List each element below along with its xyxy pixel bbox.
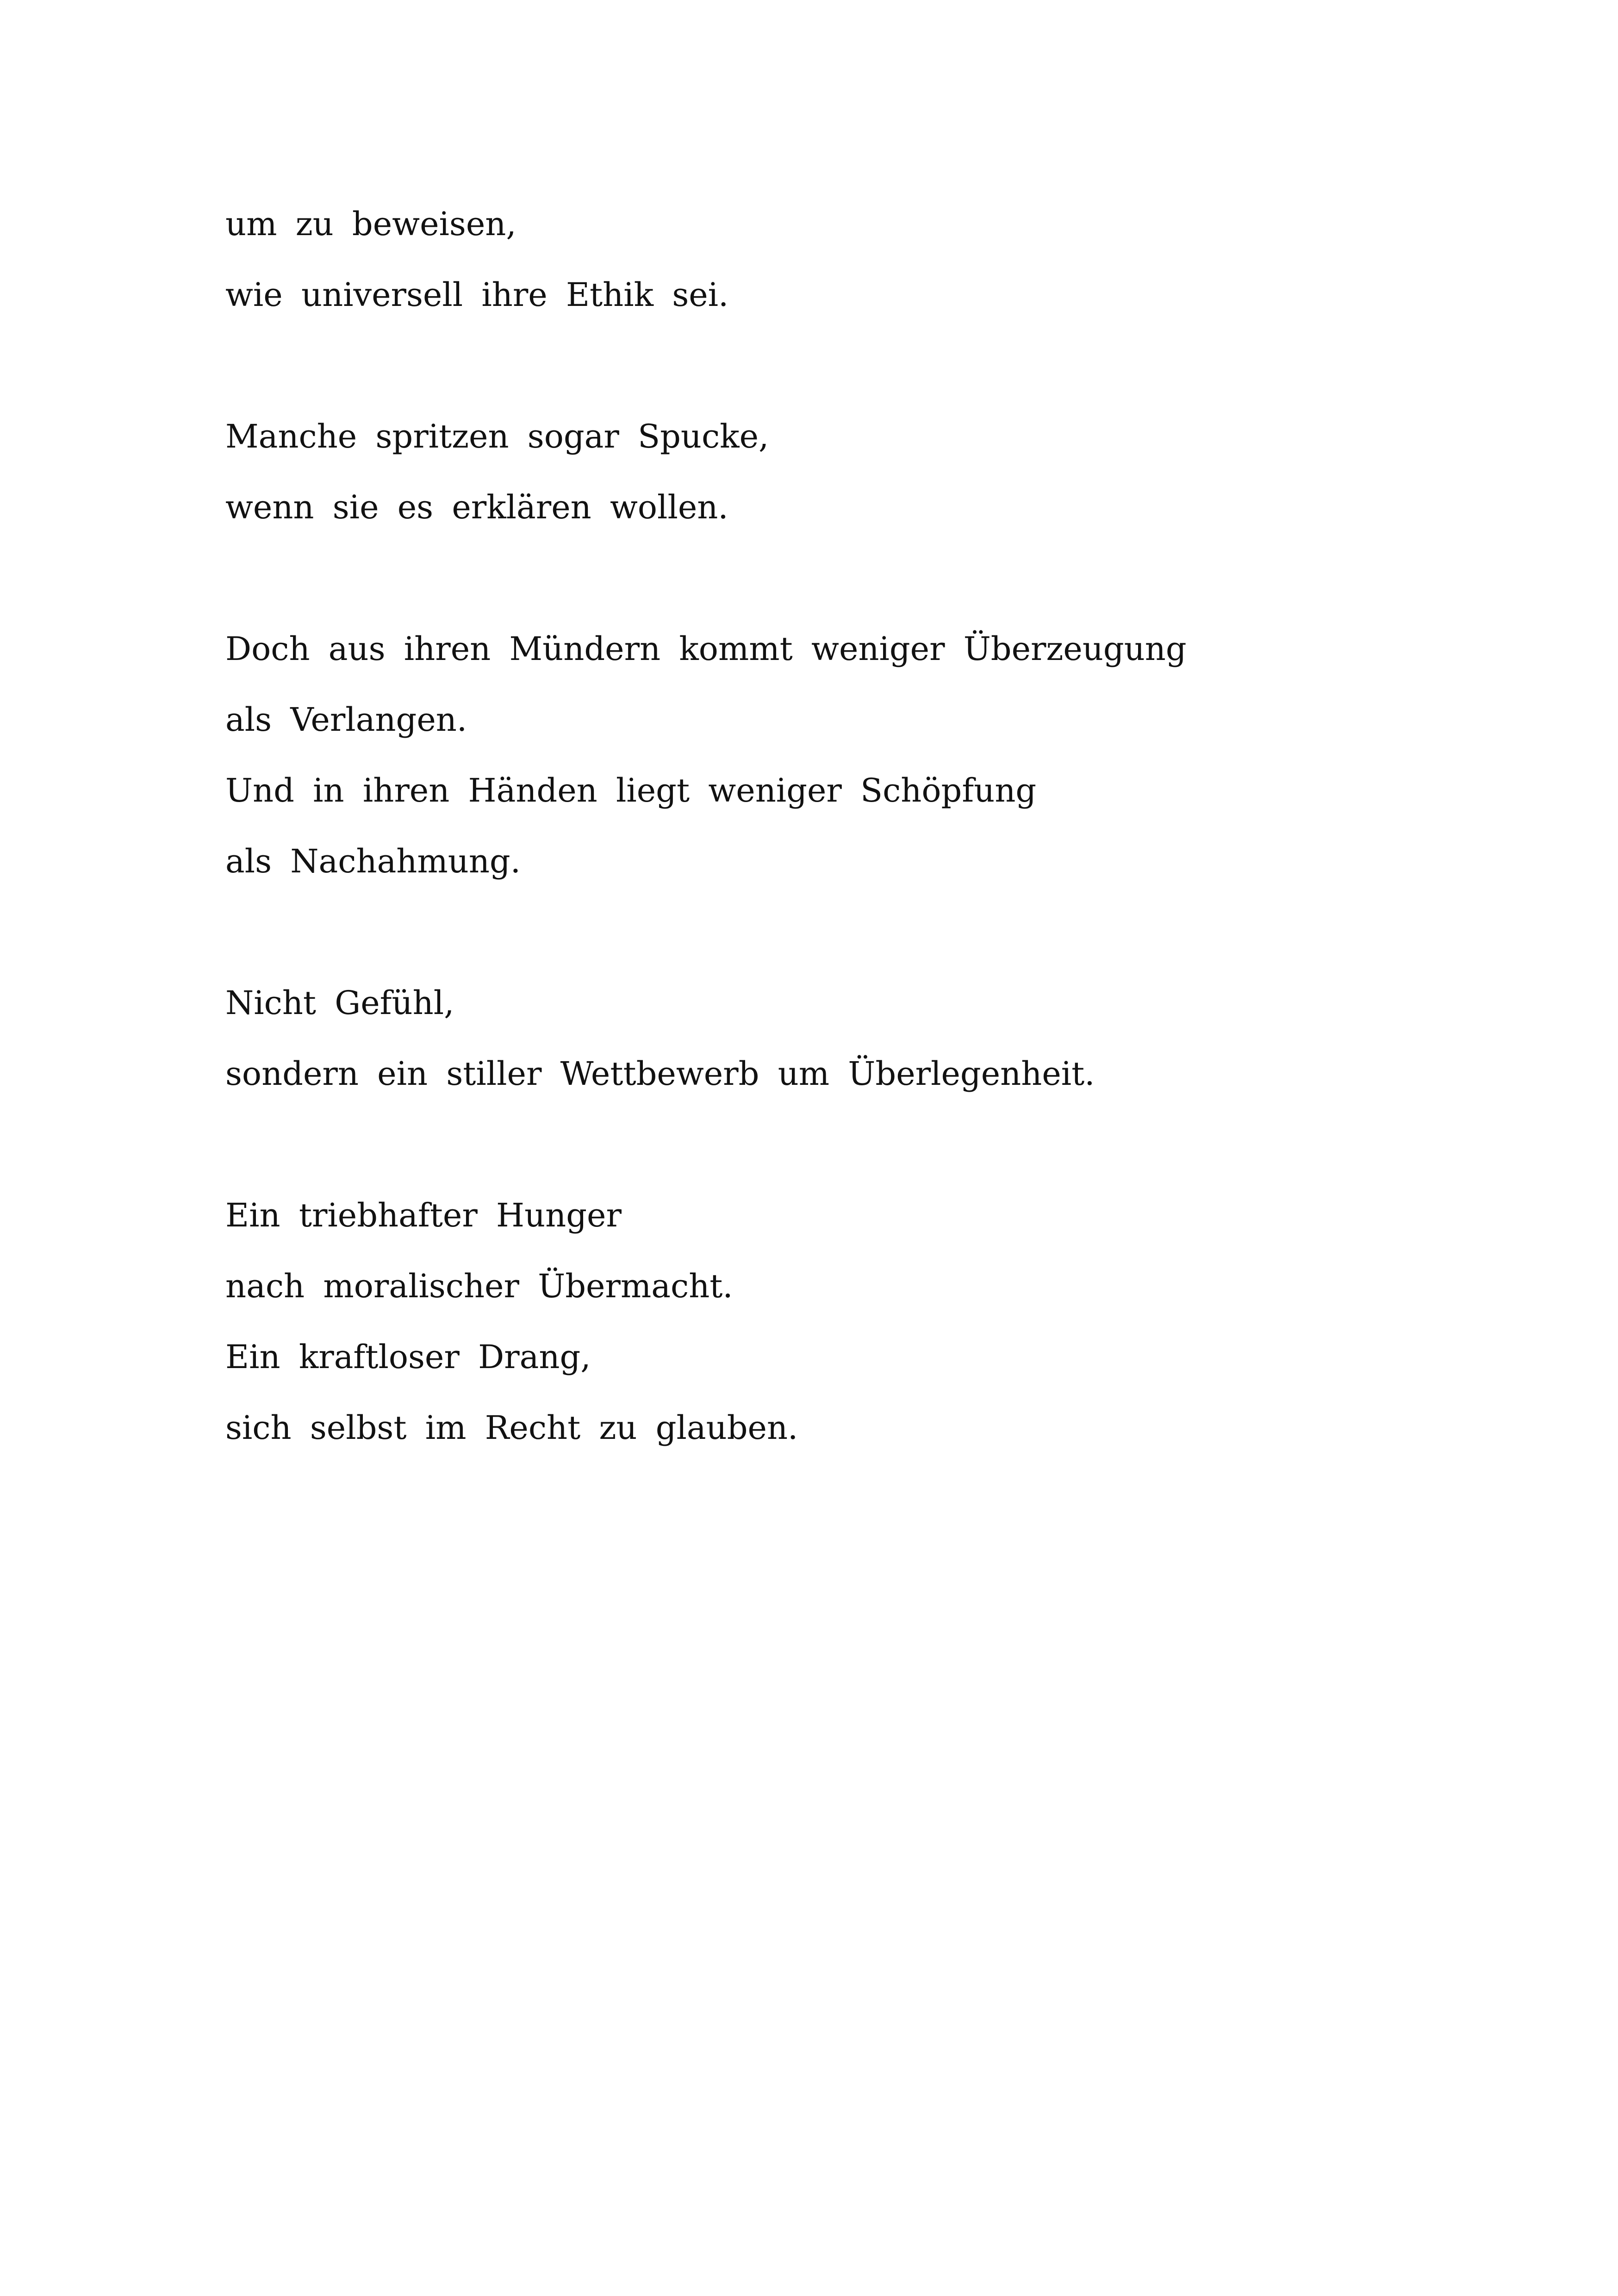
- poem-line: wie universell ihre Ethik sei.: [225, 276, 729, 314]
- stanza-break: [225, 897, 1475, 968]
- poem-text: [225, 189, 1475, 1463]
- poem-line: als Nachahmung.: [225, 842, 521, 880]
- stanza-break: [225, 330, 1475, 401]
- poem-line: nach moralischer Übermacht.: [225, 1267, 733, 1305]
- poem-line: sondern ein stiller Wettbewerb um Überlegenheit.: [225, 1055, 1095, 1093]
- poem-line: Nicht Gefühl,: [225, 984, 454, 1022]
- poem-line: sich selbst im Recht zu glauben.: [225, 1409, 798, 1447]
- stanza-break: [225, 1109, 1475, 1180]
- poem-line: Und in ihren Händen liegt weniger Schöpfung: [225, 772, 1037, 809]
- poem-line: Ein triebhafter Hunger: [225, 1196, 622, 1234]
- stanza-break: [225, 543, 1475, 614]
- poem-line: Doch aus ihren Mündern kommt weniger Überzeugung: [225, 630, 1187, 668]
- poem-line: Ein kraftloser Drang,: [225, 1338, 591, 1376]
- poem-line: Manche spritzen sogar Spucke,: [225, 417, 769, 455]
- poem-line: wenn sie es erklären wollen.: [225, 488, 728, 526]
- poem-line: um zu beweisen,: [225, 205, 517, 243]
- poem-line: als Verlangen.: [225, 701, 467, 739]
